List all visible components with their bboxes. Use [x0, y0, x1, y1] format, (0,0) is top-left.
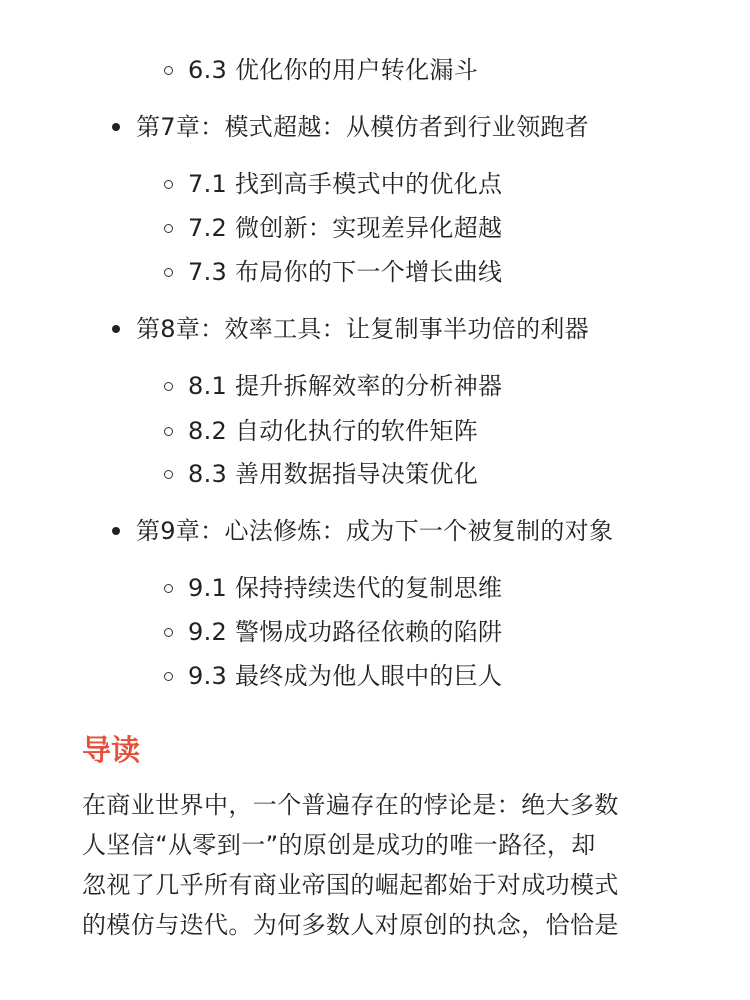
- toc-chapter-title: 第7章：模式超越：从模仿者到行业领跑者: [136, 113, 589, 141]
- toc-section-label: 7.3 布局你的下一个增长曲线: [188, 258, 503, 286]
- hollow-bullet-icon: [164, 427, 173, 436]
- toc-chapter-title: 第8章：效率工具：让复制事半功倍的利器: [136, 315, 589, 343]
- hollow-bullet-icon: [164, 66, 173, 75]
- intro-line: 忽视了几乎所有商业帝国的崛起都始于对成功模式: [82, 871, 619, 899]
- toc-section-label: 8.3 善用数据指导决策优化: [188, 460, 478, 488]
- hollow-bullet-icon: [164, 672, 173, 681]
- intro-paragraph: [82, 785, 672, 945]
- toc-section-label: 9.3 最终成为他人眼中的巨人: [188, 662, 503, 690]
- toc-section-label: 7.2 微创新：实现差异化超越: [188, 214, 503, 242]
- toc-section-label: 9.2 警惕成功路径依赖的陷阱: [188, 618, 503, 646]
- filled-bullet-icon: [112, 325, 120, 333]
- intro-heading: 导读: [82, 733, 141, 767]
- toc-section-label: 9.1 保持持续迭代的复制思维: [188, 574, 503, 602]
- intro-line: 在商业世界中，一个普遍存在的悖论是：绝大多数: [82, 791, 619, 819]
- toc-section-8-2: [164, 409, 478, 453]
- hollow-bullet-icon: [164, 628, 173, 637]
- filled-bullet-icon: [112, 123, 120, 131]
- toc-chapter-title: 第9章：心法修炼：成为下一个被复制的对象: [136, 517, 614, 545]
- intro-line: 人坚信“从零到一”的原创是成功的唯一路径，却: [82, 831, 596, 859]
- toc-section-7-2: [164, 206, 502, 250]
- toc-section-9-3: [164, 654, 502, 698]
- toc-section-label: 7.1 找到高手模式中的优化点: [188, 170, 503, 198]
- hollow-bullet-icon: [164, 180, 173, 189]
- toc-section-7-1: [164, 162, 502, 206]
- toc-chapter-7: [112, 105, 589, 149]
- toc-section-7-3: [164, 250, 502, 294]
- toc-section-label: 8.2 自动化执行的软件矩阵: [188, 417, 478, 445]
- hollow-bullet-icon: [164, 382, 173, 391]
- toc-section-8-1: [164, 364, 502, 408]
- hollow-bullet-icon: [164, 584, 173, 593]
- filled-bullet-icon: [112, 527, 120, 535]
- toc-section-9-2: [164, 610, 502, 654]
- toc-chapter-8: [112, 307, 589, 351]
- hollow-bullet-icon: [164, 470, 173, 479]
- toc-chapter-9: [112, 509, 613, 553]
- intro-line: 的模仿与迭代。为何多数人对原创的执念，恰恰是: [82, 911, 619, 939]
- hollow-bullet-icon: [164, 224, 173, 233]
- hollow-bullet-icon: [164, 268, 173, 277]
- toc-section-label: 6.3 优化你的用户转化漏斗: [188, 56, 478, 84]
- toc-section-8-3: [164, 452, 478, 496]
- toc-section-9-1: [164, 566, 502, 610]
- toc-section-label: 8.1 提升拆解效率的分析神器: [188, 372, 503, 400]
- toc-section-6-3: [164, 48, 478, 92]
